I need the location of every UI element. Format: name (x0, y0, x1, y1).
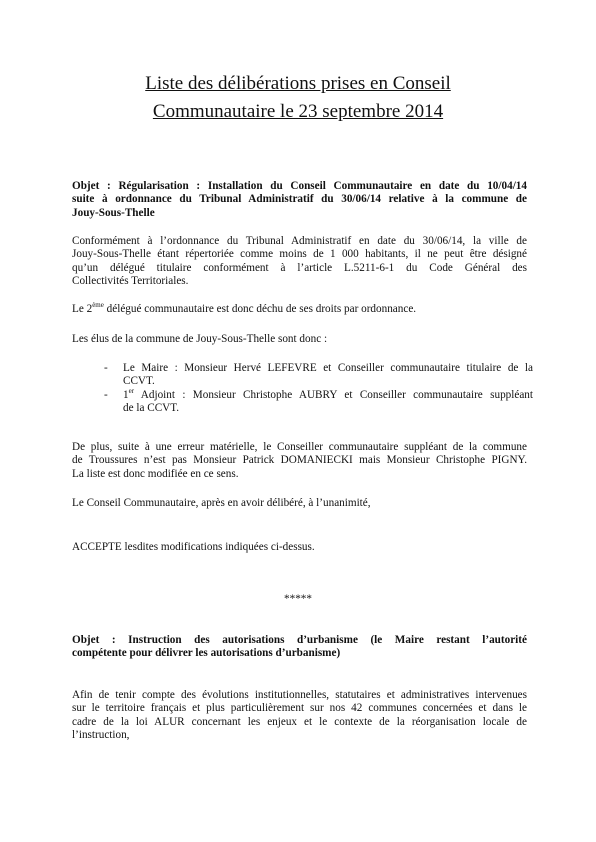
objet-line: Objet : Instruction des autorisations d’urbanisme (le Maire restant l’autorité (72, 634, 527, 646)
paragraph-line: Conformément à l’ordonnance du Tribunal Administratif en date du 30/06/14, la ville de (72, 235, 527, 247)
section2-objet (72, 634, 527, 661)
paragraph-line: Afin de tenir compte des évolutions institutionnelles, statutaires et administratives intervenues (72, 689, 527, 701)
paragraph-line: De plus, suite à une erreur matérielle, le Conseiller communautaire suppléant de la commune (72, 441, 527, 453)
section1-objet (72, 180, 527, 220)
list-dash: - (104, 362, 108, 374)
paragraph-text: Le 2 (72, 303, 93, 315)
title-line-2: Communautaire le 23 septembre 2014 (152, 101, 444, 122)
list-text: 1 (123, 389, 129, 401)
objet-line: Jouy-Sous-Thelle (72, 206, 155, 219)
section1-paragraph-6: ACCEPTE lesdites modifications indiquées ci-dessus. (72, 541, 315, 553)
objet-line: suite à ordonnance du Tribunal Administratif du 30/06/14 relative à la commune de (72, 193, 527, 206)
section2-paragraph-1 (72, 689, 527, 743)
list-text: Adjoint : Monsieur Christophe AUBRY et Conseiller communautaire suppléant (134, 389, 533, 401)
section1-paragraph-1 (72, 235, 527, 289)
list-line (123, 389, 533, 402)
paragraph-line: La liste est donc modifiée en ce sens. (72, 467, 239, 480)
paragraph-line: Collectivités Territoriales. (72, 275, 189, 288)
superscript: er (128, 387, 135, 395)
section1-paragraph-4 (72, 441, 527, 481)
objet-line: Objet : Régularisation : Installation du Conseil Communautaire en date du 10/04/14 (72, 180, 527, 192)
paragraph-line: de Troussures n’est pas Monsieur Patrick DOMANIECKI mais Monsieur Christophe PIGNY. (72, 454, 527, 467)
paragraph-line: l’instruction, (72, 729, 130, 742)
paragraph-line: sur le territoire français et plus particulièrement sur nos 42 communes concernées et dans le (72, 702, 527, 715)
list-item-text (123, 362, 533, 389)
paragraph-line: qu’un délégué titulaire conformément à l’article L.5211-6-1 du Code Général des (72, 261, 527, 274)
section1-paragraph-5: Le Conseil Communautaire, après en avoir délibéré, à l’unanimité, (72, 497, 371, 509)
paragraph-text: délégué communautaire est donc déchu de ses droits par ordonnance. (103, 303, 417, 315)
list-line: de la CCVT. (123, 402, 180, 415)
paragraph-line: cadre de la loi ALUR concernant les enjeux et le contexte de la réorganisation locale de (72, 715, 527, 728)
page-title (0, 70, 596, 126)
list-line: Le Maire : Monsieur Hervé LEFEVRE et Conseiller communautaire titulaire de la (123, 362, 533, 374)
section1-paragraph-2 (72, 303, 527, 316)
section1-paragraph-3: Les élus de la commune de Jouy-Sous-Thelle sont donc : (72, 333, 328, 345)
superscript: ème (92, 301, 104, 309)
list-dash: - (104, 389, 108, 401)
separator: ***** (284, 593, 312, 605)
title-line-1: Liste des délibérations prises en Conseil (145, 73, 451, 94)
list-item-text (123, 389, 533, 416)
objet-line: compétente pour délivrer les autorisations d’urbanisme) (72, 647, 341, 660)
list-line: CCVT. (123, 375, 155, 388)
paragraph-line: Jouy-Sous-Thelle étant répertoriée comme moins de 1 000 habitants, il ne peut être désigné (72, 248, 527, 261)
